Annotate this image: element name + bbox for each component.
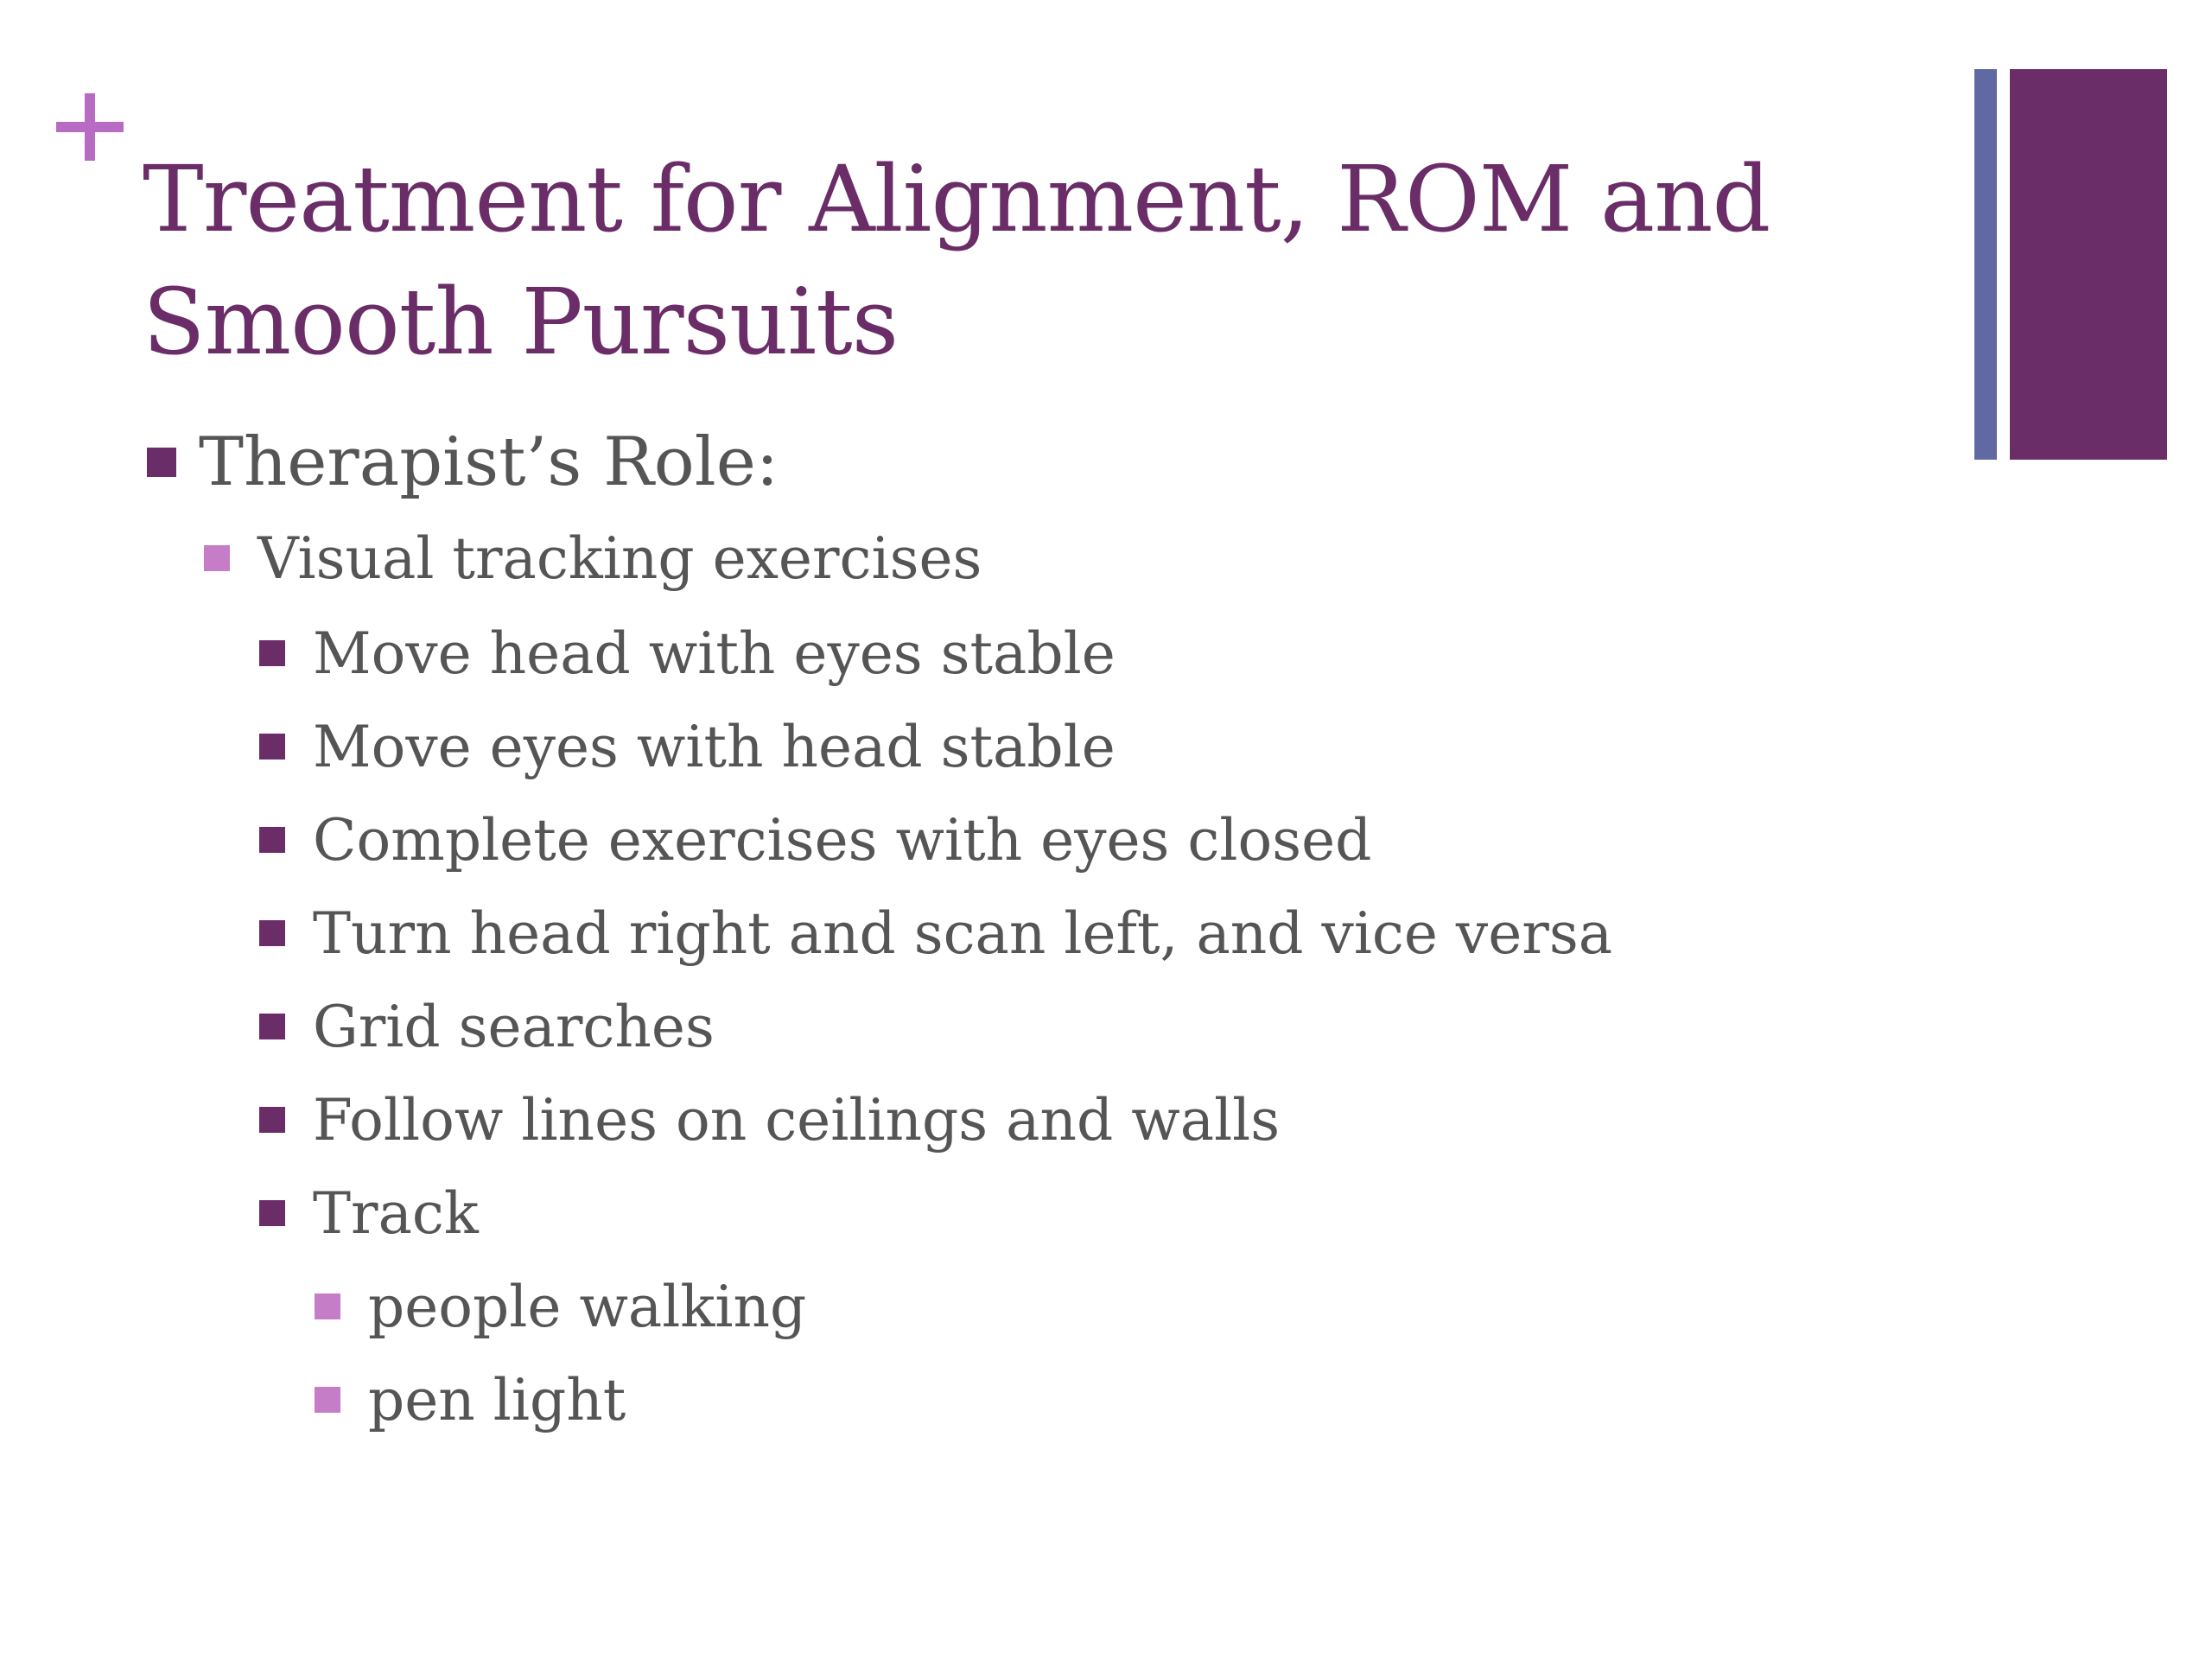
bullet-text: Follow lines on ceilings and walls [313,1086,1281,1154]
bullet-item-level-4 [315,1268,806,1344]
square-bullet-icon [147,448,176,477]
bullet-text: Visual tracking exercises [257,524,982,592]
bullet-text: people walking [368,1273,807,1340]
square-bullet-icon [315,1387,340,1413]
bullet-text: Track [313,1179,479,1247]
square-bullet-icon [259,1107,285,1133]
bullet-text: Therapist’s Role: [199,423,779,501]
bullet-text: Grid searches [313,993,715,1060]
bullet-item-level-3 [259,1082,1280,1158]
bullet-text: pen light [368,1366,626,1433]
bullet-text: Complete exercises with eyes closed [313,806,1372,874]
square-bullet-icon [259,1200,285,1226]
square-bullet-icon [259,734,285,760]
bullet-text: Move head with eyes stable [313,620,1116,687]
square-bullet-icon [259,640,285,666]
square-bullet-icon [259,1014,285,1039]
bullet-item-level-3 [259,709,1116,785]
bullet-item-level-3 [259,895,1612,971]
square-bullet-icon [315,1294,340,1319]
bullet-item-level-3 [259,802,1371,878]
bullet-item-level-2 [204,520,982,596]
slide-title-line-1: Treatment for Alignment, ROM and [143,146,1770,252]
bullet-item-level-3 [259,988,715,1065]
bullet-item-level-3 [259,1175,479,1251]
bullet-text: Turn head right and scan left, and vice versa [313,899,1613,967]
bullet-item-level-4 [315,1362,626,1438]
square-bullet-icon [259,827,285,853]
bullet-text: Move eyes with head stable [313,713,1116,780]
square-bullet-icon [204,545,230,571]
square-bullet-icon [259,920,285,946]
slide-title-line-2: Smooth Pursuits [143,269,899,375]
bullet-item-level-1 [147,415,779,510]
bullet-item-level-3 [259,615,1116,691]
